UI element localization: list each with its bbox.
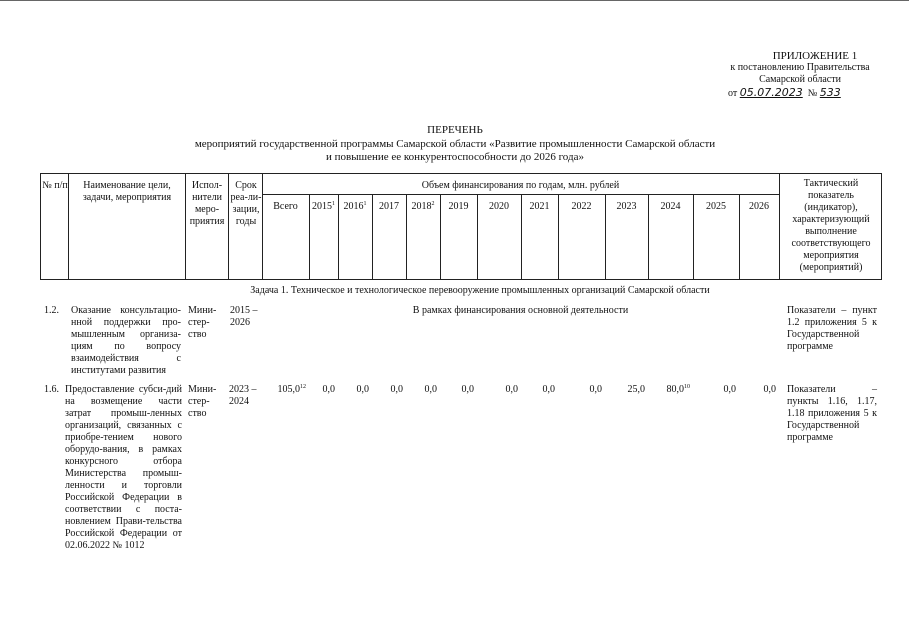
date-prefix: от — [728, 88, 738, 99]
appendix-line-1: к постановлению Правительства — [730, 62, 870, 73]
financing-value: 0,0 — [589, 384, 602, 395]
financing-value: 25,0 — [627, 384, 645, 395]
document-title: ПЕРЕЧЕНЬ — [427, 124, 483, 136]
document-subtitle-2: и повышение ее конкурентоспособности до 2026 года» — [326, 151, 584, 163]
row-num: 1.6. — [44, 384, 59, 395]
header-financing: Объем финансирования по годам, млн. рублей — [421, 180, 620, 191]
row-name: Предоставление субси-дий на возмещение части затрат промыш-ленных организаций, связанных с приобре-тением нового оборудо-вания, в рамках конкурсного отбора Министерства промыш-ленности и торговли Российской Федерации в соответствии с поста-новлением Прави-тельства Российской Федерации от 02.06.2022 № 1012 — [65, 384, 182, 551]
financing-value: 80,0$^{10}$ — [666, 384, 690, 395]
year-header: 2018$^2$ — [411, 201, 435, 212]
header-executor: Испол-нители меро-приятия — [189, 180, 225, 227]
year-header: 2023 — [616, 201, 637, 212]
handwritten-date: 05.07.2023 — [739, 86, 803, 99]
row-term: 2015 – 2026 — [230, 305, 258, 328]
footnote-mark: 12 — [300, 384, 306, 390]
financing-value: 0,0 — [322, 384, 335, 395]
year-header: 2016$^1$ — [343, 201, 367, 212]
year-header: Всего — [273, 201, 298, 212]
year-header: 2021 — [529, 201, 550, 212]
row-num: 1.2. — [44, 305, 59, 316]
handwritten-number: 533 — [819, 86, 841, 99]
footnote-mark: 2 — [431, 201, 435, 207]
row-executor: Мини-стер-ство — [188, 384, 217, 419]
footnote-mark: 10 — [684, 384, 690, 390]
row-executor: Мини-стер-ство — [188, 305, 217, 340]
year-header: 2015$^1$ — [312, 201, 335, 212]
financing-value: 105,0$^{12}$ — [277, 384, 306, 395]
row-name: Оказание консультацио-нной поддержки про-мышленным организа-циям по вопросу взаимодействия с институтами развития — [71, 305, 181, 376]
row-financing-note: В рамках финансирования основной деятельности — [412, 305, 629, 316]
year-header: 2020 — [489, 201, 509, 212]
year-header: 2017 — [379, 201, 399, 212]
financing-value: 0,0 — [723, 384, 736, 395]
financing-value: 0,0 — [505, 384, 518, 395]
financing-value: 0,0 — [424, 384, 437, 395]
year-header: 2026 — [749, 201, 769, 212]
header-name: Наименование цели, задачи, мероприятия — [82, 180, 172, 203]
financing-value: 0,0 — [390, 384, 403, 395]
year-header: 2019 — [448, 201, 469, 212]
header-indicator: Тактический показатель (индикатор), характеризующий выполнение соответствующего мероприятия (мероприятий) — [791, 178, 871, 273]
year-header: 2024 — [660, 201, 681, 212]
financing-value: 0,0 — [461, 384, 474, 395]
document-subtitle-1: мероприятий государственной программы Самарской области «Развитие промышленности Самарской области — [194, 138, 716, 150]
row-indicator: Показатели – пункт 1.2 приложения 5 к Государственной программе — [787, 305, 877, 352]
appendix-line-2: Самарской области — [759, 74, 841, 85]
financing-value: 0,0 — [542, 384, 555, 395]
footnote-mark: 1 — [332, 201, 335, 207]
row-indicator: Показатели – пункты 1.16, 1.17, 1.18 приложения 5 к Государственной программе — [787, 384, 877, 443]
footnote-mark: 1 — [363, 201, 367, 207]
header-num: № п/п — [42, 180, 68, 191]
appendix-date-line — [728, 86, 878, 99]
appendix-title: ПРИЛОЖЕНИЕ 1 — [772, 50, 858, 62]
number-prefix: № — [807, 88, 818, 99]
year-header: 2022 — [571, 201, 592, 212]
row-term: 2023 – 2024 — [229, 384, 257, 407]
financing-value: 0,0 — [356, 384, 369, 395]
header-term: Срок реа-ли-зации, годы — [230, 180, 262, 227]
financing-value: 0,0 — [763, 384, 776, 395]
scan-top-edge — [0, 0, 909, 1]
year-header: 2025 — [706, 201, 726, 212]
task-title: Задача 1. Техническое и технологическое перевооружение промышленных организаций Самарской области — [250, 285, 710, 296]
